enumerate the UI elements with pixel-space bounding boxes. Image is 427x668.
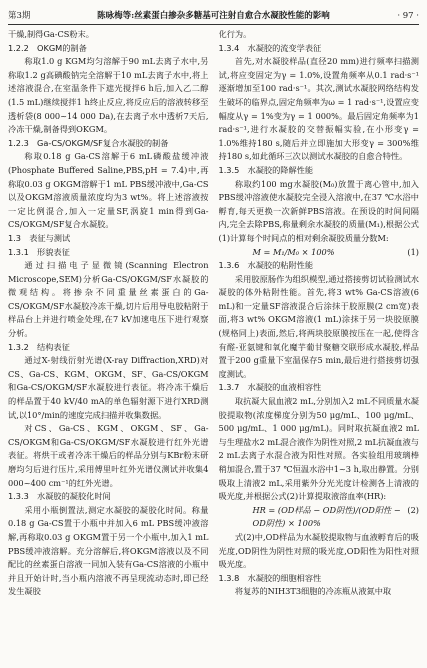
two-column-body: [8, 28, 419, 664]
equation-number: (2): [407, 504, 419, 515]
body-paragraph: 干燥,制得Ga-CS粉末。: [8, 29, 94, 39]
section-heading: 1.3.7 水凝胶的血液相容性: [218, 382, 322, 393]
issue-number: 第3期: [8, 11, 31, 21]
article-running-title: 陈咏梅等:丝素蛋白掺杂多糖基可注射自愈合水凝胶性能的影响: [97, 11, 330, 21]
equation-body: HR = (OD样品 − OD阴性)/(OD阳性 − OD阴性) × 100%: [252, 504, 401, 529]
body-paragraph: 称取约100 mg水凝胶(M₀)放置于离心管中,加入PBS缓冲溶液使水凝胶完全浸入溶液中,在37 ℃水浴中孵育,每天更换一次新鲜PBS溶液。在预设的时间间隔内,完全去除PBS,称量剩余水凝胶的质量(M₁),根据公式(1)计算每个时间点的相对剩余凝胶质量分数M:: [218, 178, 419, 243]
body-paragraph: 将复苏的NIH3T3细胞的冷冻瓶从液氮中取: [234, 586, 392, 597]
section-heading: 1.3.5 水凝胶的降解性能: [218, 164, 314, 175]
body-paragraph: 对CS、Ga-CS、KGM、OKGM、SF、Ga-CS/OKGM和Ga-CS/OKGM/SF水凝胶进行红外光谱表征。将烘干或者冷冻干燥后的样品分别与KBr粉末研磨均匀后进行压片,采用傅里叶红外光谱仪测试并收集4 000~400 cm⁻¹的红外光谱。: [8, 423, 209, 488]
body-paragraph: 化行为。: [218, 29, 252, 39]
section-heading: 1.2.2 OKGM的制备: [8, 42, 87, 53]
section-heading: 1.3.3 水凝胶的凝胶化时间: [8, 491, 111, 502]
body-paragraph: 称取0.18 g Ga-CS溶解于6 mL磷酸盐缓冲液(Phosphate Buffered Saline,PBS,pH = 7.4)中,再称取0.03 g OKGM溶解于1 mL PBS缓冲液中,Ga-CS以及OKGM溶液质量浓度均为3 wt%。将上述溶液按一定比例混合,加入一定量SF,涡旋1 min得到Ga-CS/OKGM/SF复合水凝胶。: [8, 151, 209, 230]
equation: [219, 504, 420, 531]
equation: [219, 246, 420, 260]
equation-body: M = M₁/M₀ × 100%: [252, 246, 335, 257]
section-heading: 1.3.2 结构表征: [8, 341, 70, 352]
body-paragraph: 通过X-射线衍射光谱(X-ray Diffraction,XRD)对CS、Ga-CS、KGM、OKGM、SF、Ga-CS/OKGM和Ga-CS/OKGM/SF水凝胶进行表征。将冷冻干燥后的样品置于40 kV/40 mA的单色辐射源下进行XRD测试,以10°/min的速度完成扫描并收集数据。: [8, 355, 209, 420]
body-paragraph: 采用胶原肠作为组织模型,通过搭接剪切试验测试水凝胶的体外粘附性能。首先,将3 wt% Ga-CS溶液(6 mL)和一定量SF溶液混合后涂抹于胶原膜(2 cm宽)表面,将3 wt% OKGM溶液(1 mL)涂抹于另一块胶原膜(规格同上)表面,然后,将两块胶原膜按压在一起,使得含有醛-亚氨键和氧化魔芋葡甘聚糖交联形成水凝胶,样品置于200 g重量下室温保存5 min,最后进行搭接剪切强度测试。: [218, 273, 419, 379]
running-header: [8, 8, 419, 25]
body-paragraph: 式(2)中,OD样品为水凝胶提取物与血液孵育后的吸光度,OD阴性为阴性对照的吸光度,OD阳性为阳性对照吸光度。: [218, 531, 419, 570]
section-heading: 1.3.4 水凝胶的流变学表征: [218, 42, 322, 53]
body-paragraph: 称取1.0 g KGM均匀溶解于90 mL去离子水中,另称取1.2 g高碘酸钠完全溶解于10 mL去离子水中,将上述溶液混合,在室温条件下遮光搅拌6 h后,加入乙二醇(1.5 mL)继续搅拌1 h终止反应,将反应后的溶液转移至透析袋(8 000~14 000 Da),在去离子水中透析7天后,冷冻干燥,制备得到OKGM。: [8, 56, 209, 135]
section-heading: 1.2.3 Ga-CS/OKGM/SF复合水凝胶的制备: [8, 137, 169, 148]
section-heading: 1.3 表征与测试: [8, 232, 71, 243]
body-paragraph: 通过扫描电子显微镜(Scanning Electron Microscope,SEM)分析Ga-CS/OKGM/SF水凝胶的微观结构。将掺杂不同重量丝素蛋白的Ga-CS/OKGM/SF水凝胶冷冻干燥,切片后用导电胶粘附于样品台上并进行喷金处理,在7 kV加速电压下进行观察分析。: [8, 260, 209, 339]
body-paragraph: 首先,对水凝胶样品(直径20 mm)进行频率扫描测试,将应变固定为γ = 1.0%,设置角频率从0.1 rad·s⁻¹逐渐增加至100 rad·s⁻¹。其次,测试水凝胶网络结构发生破坏的临界点,固定角频率为ω = 1 rad·s⁻¹,设置应变幅度从γ = 1%变为γ = 1 000%。最后固定角频率为1 rad·s⁻¹,进行水凝胶的交替振幅实验,在小形变γ = 1.0%维持180 s,随后并立即施加大形变γ = 300%维持180 s,如此循环三次以测试水凝胶的自愈合特性。: [218, 56, 419, 162]
page-number: · 97 ·: [397, 11, 419, 21]
body-paragraph: 采用小瓶倒置法,测定水凝胶的凝胶化时间。称量0.18 g Ga-CS置于小瓶中并加入6 mL PBS缓冲液溶解,再称取0.03 g OKGM置于另一个小瓶中,加入1 mL PBS缓冲液溶解。充分溶解后,将OKGM溶液以及不同配比的丝素蛋白溶液一同加入装有Ga-CS溶液的小瓶中并且开始计时,当小瓶内溶液不再呈现流动态时,即已经发生凝胶: [8, 504, 209, 597]
section-heading: 1.3.6 水凝胶的粘附性能: [218, 260, 314, 271]
equation-number: (1): [407, 246, 419, 257]
body-paragraph: 取抗凝大鼠血液2 mL,分别加入2 mL不同质量水凝胶提取物(浓度梯度分别为50 μg/mL、100 μg/mL、500 μg/mL、1 000 μg/mL)。同时取抗凝血液2 mL与生理盐水2 mL混合液作为阴性对照,2 mL抗凝血液与2 mL去离子水混合液为阳性对照。各实验组用玻璃棒稍加混合,置于37 ℃恒温水浴中1~3 h,取出静置。分别吸取上清液2 mL,采用紫外分光光度计检测各上清液的吸光度,并根据公式(2)计算提取液溶血率(HR):: [218, 396, 419, 502]
section-heading: 1.3.1 形貌表征: [8, 246, 70, 257]
section-heading: 1.3.8 水凝胶的细胞相容性: [218, 572, 322, 583]
right-column: [219, 28, 420, 664]
left-column: [8, 28, 209, 664]
